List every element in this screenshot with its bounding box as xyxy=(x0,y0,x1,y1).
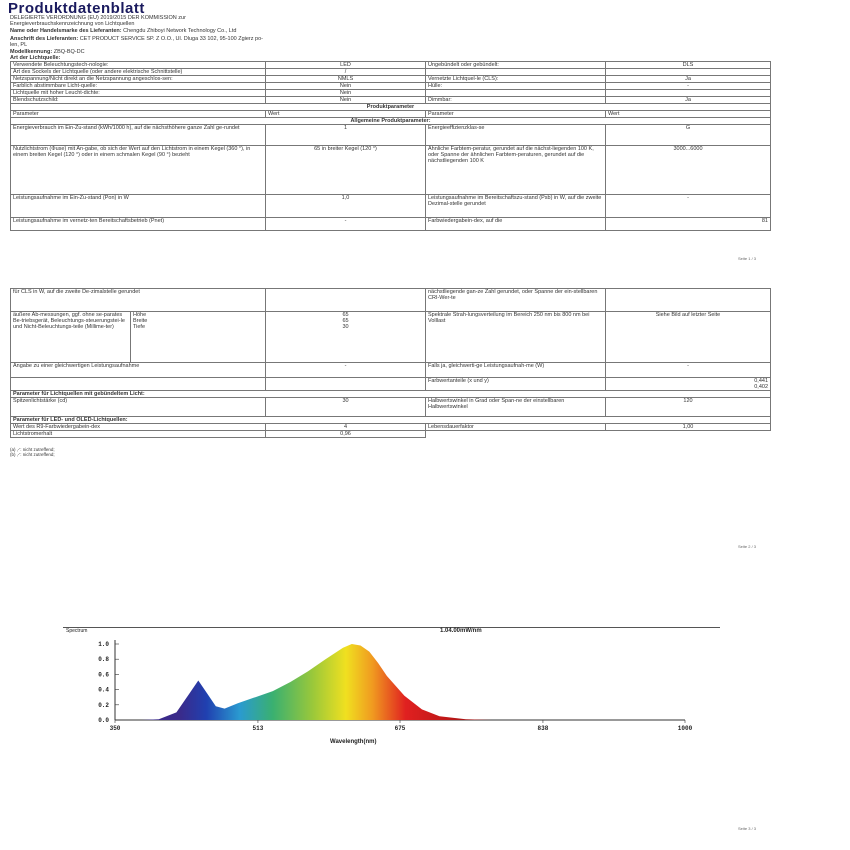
regulation-line: DELEGIERTE VERORDNUNG (EU) 2019/2015 DER KOMMISSION zur xyxy=(10,15,186,21)
address-label: Anschrift des Lieferanten: xyxy=(10,36,79,42)
dimension-names xyxy=(131,312,266,363)
cell-param: Lichtstromerhalt xyxy=(11,431,266,438)
table-row xyxy=(11,69,771,76)
cell-param: Farbwertanteile (x und y) xyxy=(426,378,606,391)
cell-value: Siehe Bild auf letzter Seite xyxy=(606,312,771,363)
dimensions-label: äußere Ab-messungen, ggf. ohne se-parates Be-triebsgerät, Beleuchtungs-steuerungstei-le und Nicht-Beleuchtungs-teile (Millime-ter) xyxy=(11,312,131,363)
depth-value: 30 xyxy=(342,324,349,330)
cell-param: Farbwiedergabein-dex, auf die xyxy=(426,218,606,231)
table-row xyxy=(11,195,771,218)
parameters-table xyxy=(10,288,771,438)
width-value: 65 xyxy=(342,318,349,324)
supplier-value: Chengdu Zhiboyi Network Technology Co., Ltd xyxy=(123,28,237,34)
cell-param: Hülle: xyxy=(426,83,606,90)
spectrum-header: 1.04.00mW/nm xyxy=(440,628,482,634)
page-footer-2: Seite 2 / 3 xyxy=(738,544,757,549)
x-tick-label: 513 xyxy=(252,725,264,732)
x-tick-label: 838 xyxy=(537,725,549,732)
cell-param: Ungebündelt oder gebündelt: xyxy=(426,62,606,69)
cell-param: Farblich abstimmbare Licht-quelle: xyxy=(11,83,266,90)
table-row xyxy=(11,76,771,83)
cell-param: Falls ja, gleichwerti-ge Leistungsaufnah-me (W) xyxy=(426,363,606,378)
regulation-line-2: Energieverbrauchskennzeichnung von Lichtquellen xyxy=(10,21,135,27)
cell-empty xyxy=(266,378,426,391)
cell-param: Energieeffizienzklas-se xyxy=(426,125,606,146)
table-row xyxy=(11,146,771,195)
cell-param: Energieverbrauch im Ein-Zu-stand (kWh/1000 h), auf die nächsthöhere ganze Zahl ge-rundet xyxy=(11,125,266,146)
cell-value: 30 xyxy=(266,398,426,417)
col-header-value: Wert xyxy=(266,111,426,118)
note-a: (a) ‚-‘: nicht zutreffend; xyxy=(10,447,55,452)
table-row xyxy=(11,312,771,363)
general-params-heading: Allgemeine Produktparameter: xyxy=(11,118,771,125)
cell-param: Dimmbar: xyxy=(426,97,606,104)
depth-label: Tiefe xyxy=(133,324,146,330)
cell-value: - xyxy=(606,363,771,378)
cell-value: Nein xyxy=(266,97,426,104)
cell-value: 1 xyxy=(266,125,426,146)
model-value: ZBQ-BQ-DC xyxy=(53,49,85,55)
cell-param: Lebensdauerfaktor xyxy=(426,424,606,431)
y-tick-label: 0.2 xyxy=(98,701,109,709)
cell-param: Ähnliche Farbtem-peratur, gerundet auf die nächst-liegenden 100 K, oder Spanne der ähnlichen Farbtem-peraturen, gerundet auf die nächstliegenden 100 K xyxy=(426,146,606,195)
cell-param: für CLS in W, auf die zweite De-zimalstelle gerundet xyxy=(11,289,266,312)
cell-param: Leistungsaufnahme im vernetz-ten Bereitschaftsbetrieb (Pnet) xyxy=(11,218,266,231)
height-label: Höhe xyxy=(133,312,147,318)
x-tick-label: 675 xyxy=(394,725,406,732)
plot-area xyxy=(141,644,492,720)
y-tick-label: 0.6 xyxy=(98,671,109,679)
x-tick-label: 1000 xyxy=(677,725,693,732)
y-tick-label: 0.8 xyxy=(98,656,109,664)
cell-param: nächstliegende gan-ze Zahl gerundet, oder Spanne der ein-stellbaren CRI-Wer-te xyxy=(426,289,606,312)
cell-value xyxy=(266,289,426,312)
table-row xyxy=(11,118,771,125)
width-label: Breite xyxy=(133,318,148,324)
cell-value xyxy=(606,289,771,312)
cell-param: Lichtquelle mit hoher Leucht-dichte: xyxy=(11,90,266,97)
table-row xyxy=(11,431,771,438)
cell-param xyxy=(426,90,606,97)
cell-param: Blendschutzschild: xyxy=(11,97,266,104)
y-tick-label: 1.0 xyxy=(98,641,109,648)
cell-value: 1,00 xyxy=(606,424,771,431)
cell-value: Ja xyxy=(606,76,771,83)
cell-value: 3000...6000 xyxy=(606,146,771,195)
address-value: CET PRODUCT SERVICE SP. Z O.O., Ul. Dluga 33 102, 95-100 Zgierz po- xyxy=(79,36,263,42)
spectrum-ylabel: Spectrum xyxy=(66,628,88,634)
table-row xyxy=(11,111,771,118)
supplier-label: Name oder Handelsmarke des Lieferanten: xyxy=(10,28,122,34)
cell-param: Leistungsaufnahme im Bereitschaftszu-stand (Psb) in W, auf die zweite Dezimal-stelle gerundet xyxy=(426,195,606,218)
cell-value xyxy=(606,69,771,76)
y-tick-label: 0.0 xyxy=(98,717,109,724)
x-tick-label: 350 xyxy=(109,725,121,732)
table-row xyxy=(11,104,771,111)
table-row xyxy=(11,398,771,417)
col-header-param: Parameter xyxy=(11,111,266,118)
table-row xyxy=(11,378,771,391)
cell-value: 65 in breiter Kegel (120 °) xyxy=(266,146,426,195)
y-axis xyxy=(98,640,119,724)
product-params-heading: Produktparameter xyxy=(11,104,771,111)
cell-value: - xyxy=(606,195,771,218)
cell-param: Wert des R9-Farbwiedergabein-dex xyxy=(11,424,266,431)
dimension-values xyxy=(266,312,426,363)
cell-param: Verwendete Beleuchtungstech-nologie: xyxy=(11,62,266,69)
model-label: Modellkennung: xyxy=(10,49,53,55)
supplier-line xyxy=(10,28,236,34)
cell-param: Art des Sockels der Lichtquelle (oder andere elektrische Schnittstelle) xyxy=(11,69,266,76)
y-tick-label: 0.4 xyxy=(98,686,109,694)
address-line-2: len, PL xyxy=(10,42,28,48)
col-header-value-2: Wert xyxy=(606,111,771,118)
cell-param: Spektrale Strah-lungsverteilung im Bereich 250 nm bis 800 nm bei Volllast xyxy=(426,312,606,363)
spectrum-chart xyxy=(60,636,725,738)
cell-value: - xyxy=(266,363,426,378)
cell-value xyxy=(606,90,771,97)
col-header-param-2: Parameter xyxy=(426,111,606,118)
table-row xyxy=(11,125,771,146)
table-row xyxy=(11,424,771,431)
table-row xyxy=(11,417,771,424)
table-row xyxy=(11,83,771,90)
cell-value: Ja xyxy=(606,97,771,104)
cell-param: Netzspannung/Nicht direkt an die Netzspannung angeschlos-sen: xyxy=(11,76,266,83)
cell-param: Nutzlichtstrom (Φuse) mit An-gabe, ob sich der Wert auf den Lichtstrom in einem Kegel (360 °), in einem breiten Kegel (120 °) oder in einem schmalen Kegel (90 °) bezieht xyxy=(11,146,266,195)
table-row xyxy=(11,97,771,104)
cell-param: Leistungsaufnahme im Ein-Zu-stand (Pon) in W xyxy=(11,195,266,218)
cell-value: 4 xyxy=(266,424,426,431)
table-row xyxy=(11,90,771,97)
chromaticity-y: 0,402 xyxy=(754,384,768,390)
cell-param: Angabe zu einer gleichwertigen Leistungsaufnahme xyxy=(11,363,266,378)
table-row xyxy=(11,218,771,231)
page-footer-3: Seite 3 / 3 xyxy=(738,826,757,831)
cell-value: DLS xyxy=(606,62,771,69)
cell-value: - xyxy=(606,83,771,90)
cell-value: / xyxy=(266,69,426,76)
cell-value: G xyxy=(606,125,771,146)
cell-value: 0,96 xyxy=(266,431,426,438)
cell-value: 120 xyxy=(606,398,771,417)
cell-value: - xyxy=(266,218,426,231)
led-heading: Parameter für LED- und OLED-Lichtquellen: xyxy=(11,417,771,424)
dls-heading: Parameter für Lichtquellen mit gebündeltem Licht: xyxy=(11,391,771,398)
page-title: Produktdatenblatt xyxy=(8,0,145,17)
note-b: (b) ‚-‘: nicht zutreffend; xyxy=(10,452,55,457)
chromaticity-x: 0,441 xyxy=(754,378,768,384)
spectrum-xlabel: Wavelength(nm) xyxy=(330,739,377,745)
cell-param: Halbwertswinkel in Grad oder Span-ne der einstellbaren Halbwertswinkel xyxy=(426,398,606,417)
lightsource-label: Art der Lichtquelle: xyxy=(10,55,61,61)
x-axis xyxy=(110,720,693,732)
cell-value: LED xyxy=(266,62,426,69)
lightsource-table xyxy=(10,61,771,231)
table-row xyxy=(11,391,771,398)
cell-value: NMLS xyxy=(266,76,426,83)
cell-value: 81 xyxy=(606,218,771,231)
cell-value: 1,0 xyxy=(266,195,426,218)
cell-empty xyxy=(426,431,771,438)
cell-value: Nein xyxy=(266,90,426,97)
chromaticity-values xyxy=(606,378,771,391)
cell-param xyxy=(426,69,606,76)
cell-param: Spitzenlichtstärke (cd) xyxy=(11,398,266,417)
table-row xyxy=(11,289,771,312)
address-line xyxy=(10,36,263,42)
cell-value: Nein xyxy=(266,83,426,90)
page-footer-1: Seite 1 / 3 xyxy=(738,256,757,261)
cell-param: Vernetzte Lichtquel-le (CLS): xyxy=(426,76,606,83)
table-row xyxy=(11,62,771,69)
spectrum-area xyxy=(141,644,492,720)
table-row xyxy=(11,363,771,378)
height-value: 65 xyxy=(342,312,349,318)
cell-empty xyxy=(11,378,266,391)
